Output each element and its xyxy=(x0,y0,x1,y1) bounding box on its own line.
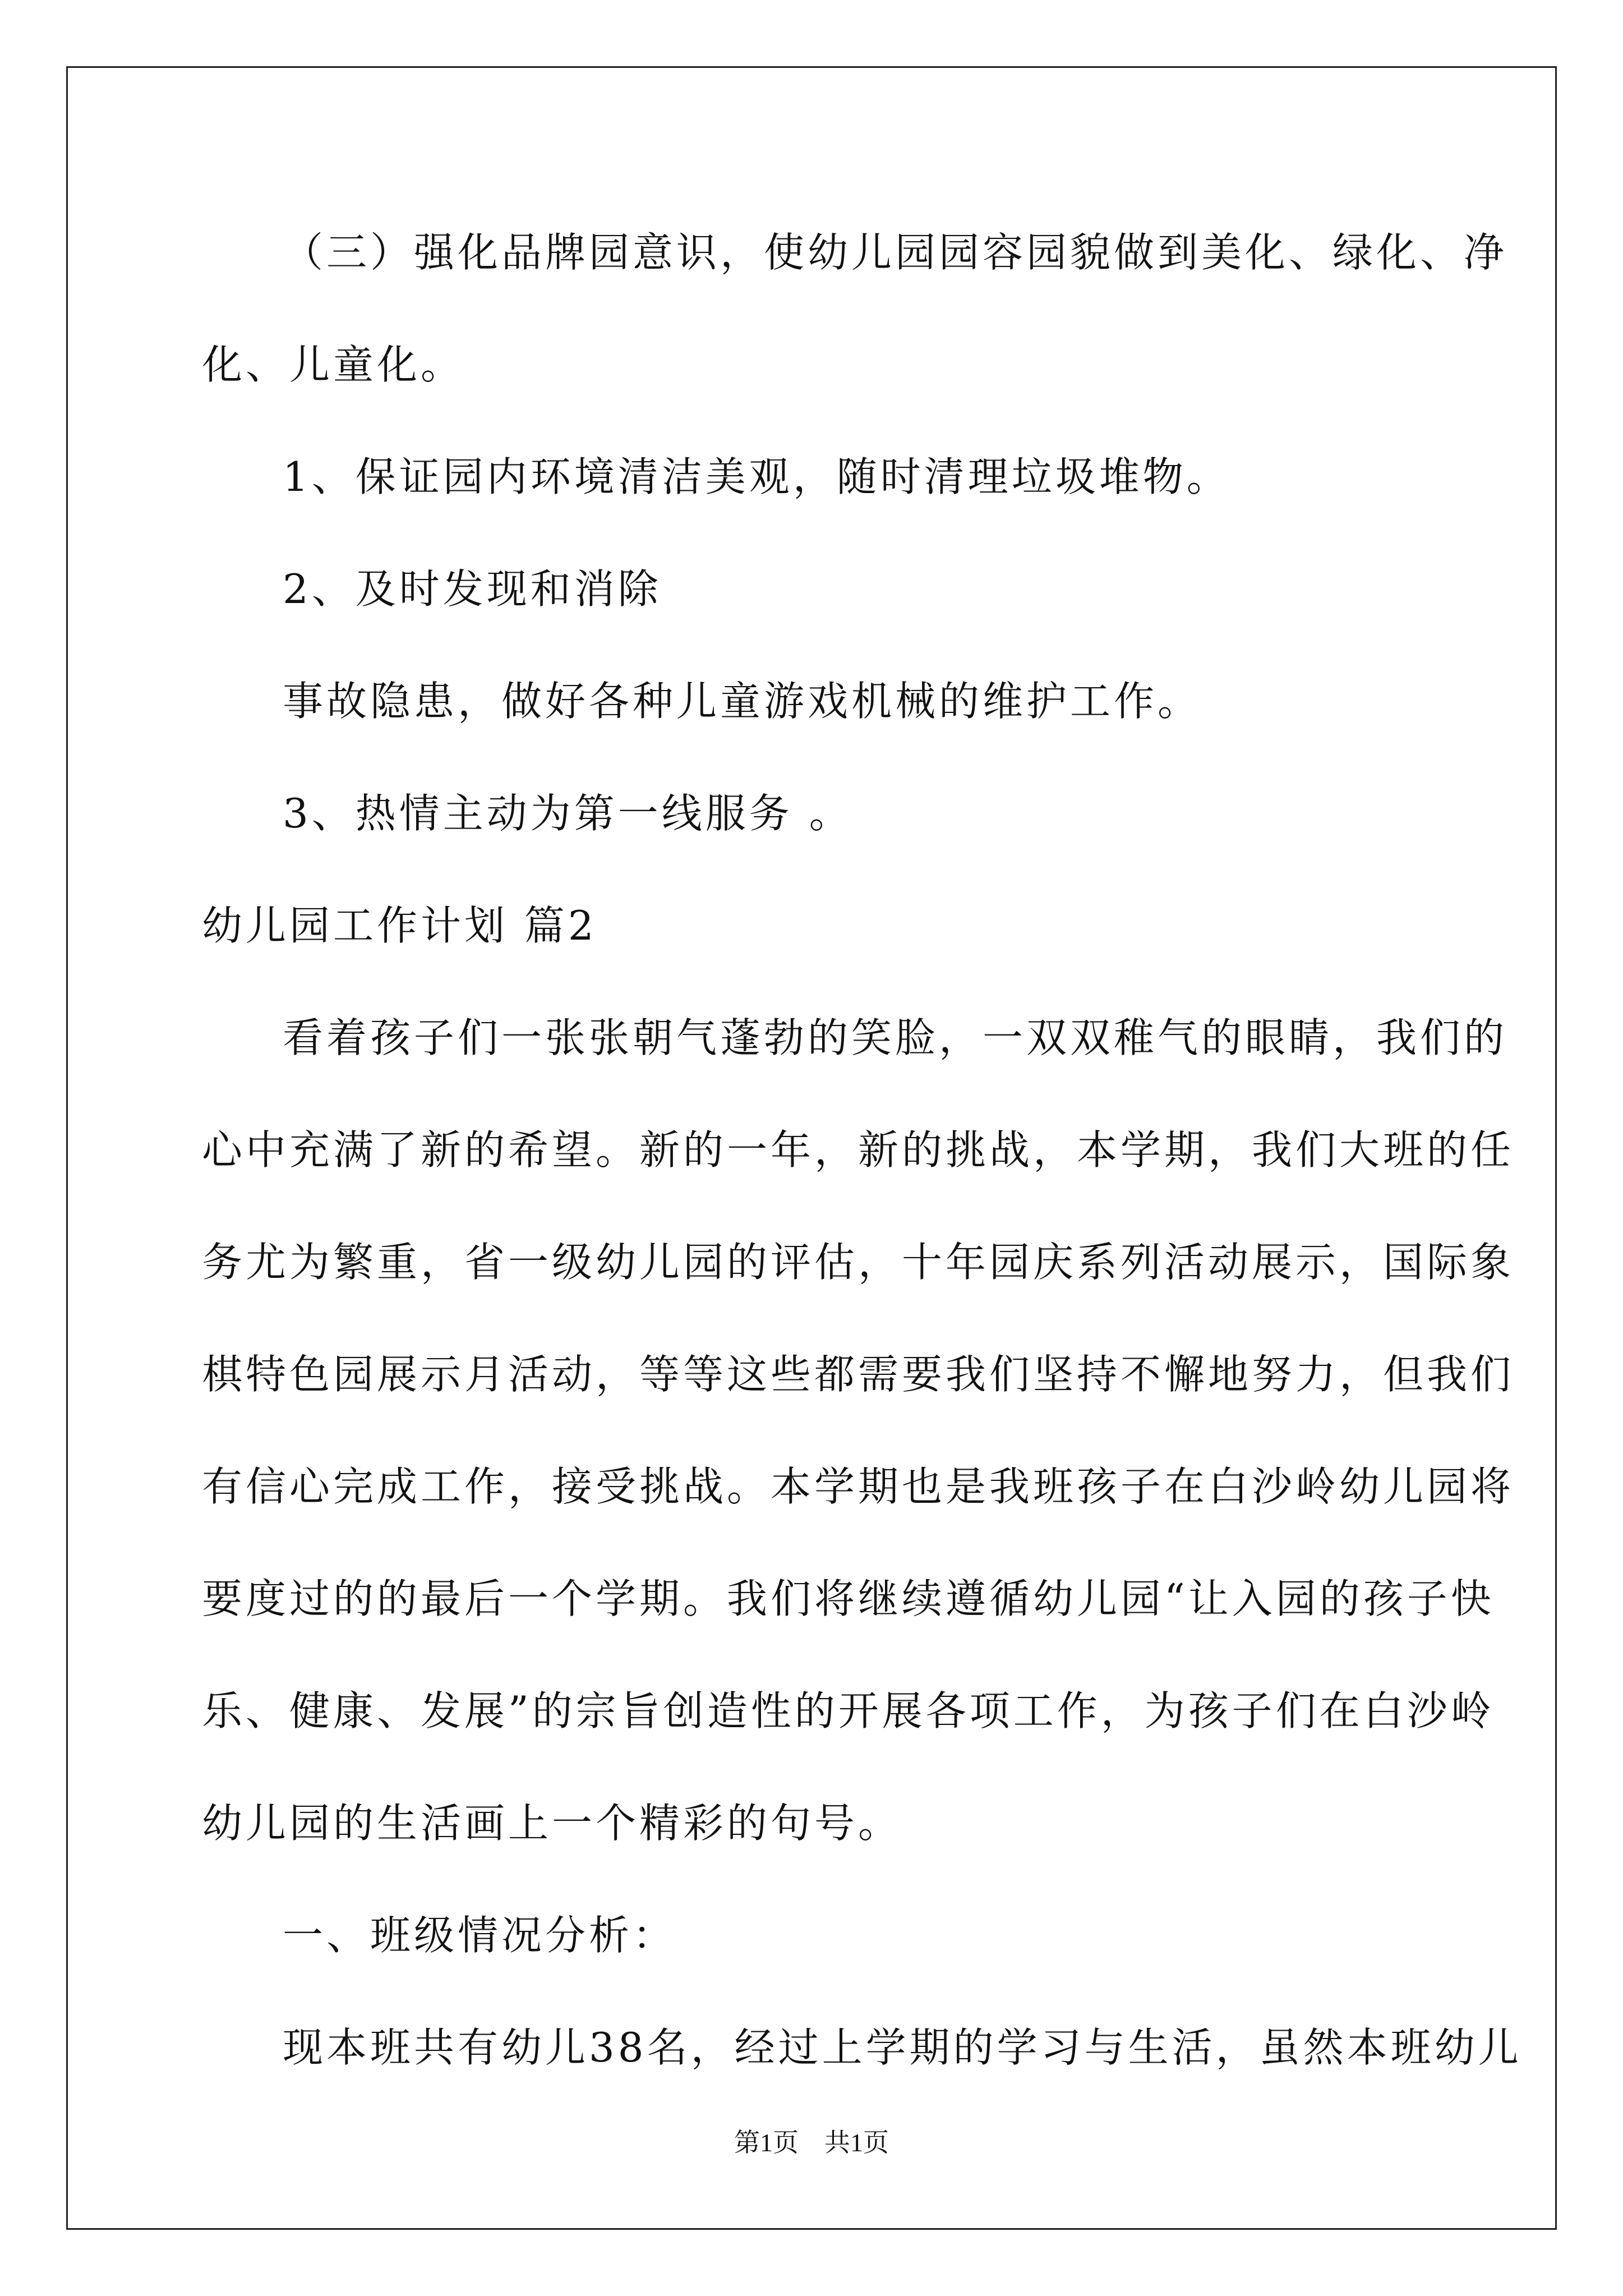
subsection-heading: 一、班级情况分析： xyxy=(283,1912,677,1959)
page-footer: 第1页 共1页 xyxy=(734,2128,889,2157)
list-item: 2、及时发现和消除 xyxy=(283,565,662,613)
section-heading: 幼儿园工作计划 篇2 xyxy=(202,902,597,949)
paragraph-line: 化、儿童化。 xyxy=(202,341,465,388)
paragraph-line: 棋特色园展示月活动，等等这些都需要我们坚持不懈地努力，但我们 xyxy=(202,1351,1515,1398)
list-item: 1、保证园内环境清洁美观，随时清理垃圾堆物。 xyxy=(283,453,1230,500)
paragraph-line: 有信心完成工作，接受挑战。本学期也是我班孩子在白沙岭幼儿园将 xyxy=(202,1463,1515,1510)
paragraph-line: 幼儿园的生活画上一个精彩的句号。 xyxy=(202,1800,902,1847)
paragraph-line: 看着孩子们一张张朝气蓬勃的笑脸，一双双稚气的眼睛，我们的 xyxy=(283,1014,1508,1061)
paragraph-line: 乐、健康、发展”的宗旨创造性的开展各项工作，为孩子们在白沙岭 xyxy=(202,1687,1495,1734)
list-item: 3、热情主动为第一线服务 。 xyxy=(283,790,853,837)
paragraph-line: 心中充满了新的希望。新的一年，新的挑战，本学期，我们大班的任 xyxy=(202,1126,1515,1174)
paragraph-line: （三）强化品牌园意识，使幼儿园园容园貌做到美化、绿化、净 xyxy=(283,229,1508,276)
paragraph-line: 务尤为繁重，省一级幼儿园的评估，十年园庆系列活动展示，国际象 xyxy=(202,1239,1515,1286)
paragraph-line: 现本班共有幼儿38名，经过上学期的学习与生活，虽然本班幼儿 xyxy=(283,2024,1522,2071)
paragraph-line: 要度过的的最后一个学期。我们将继续遵循幼儿园“让入园的孩子快 xyxy=(202,1575,1495,1622)
paragraph-line: 事故隐患，做好各种儿童游戏机械的维护工作。 xyxy=(283,678,1202,725)
